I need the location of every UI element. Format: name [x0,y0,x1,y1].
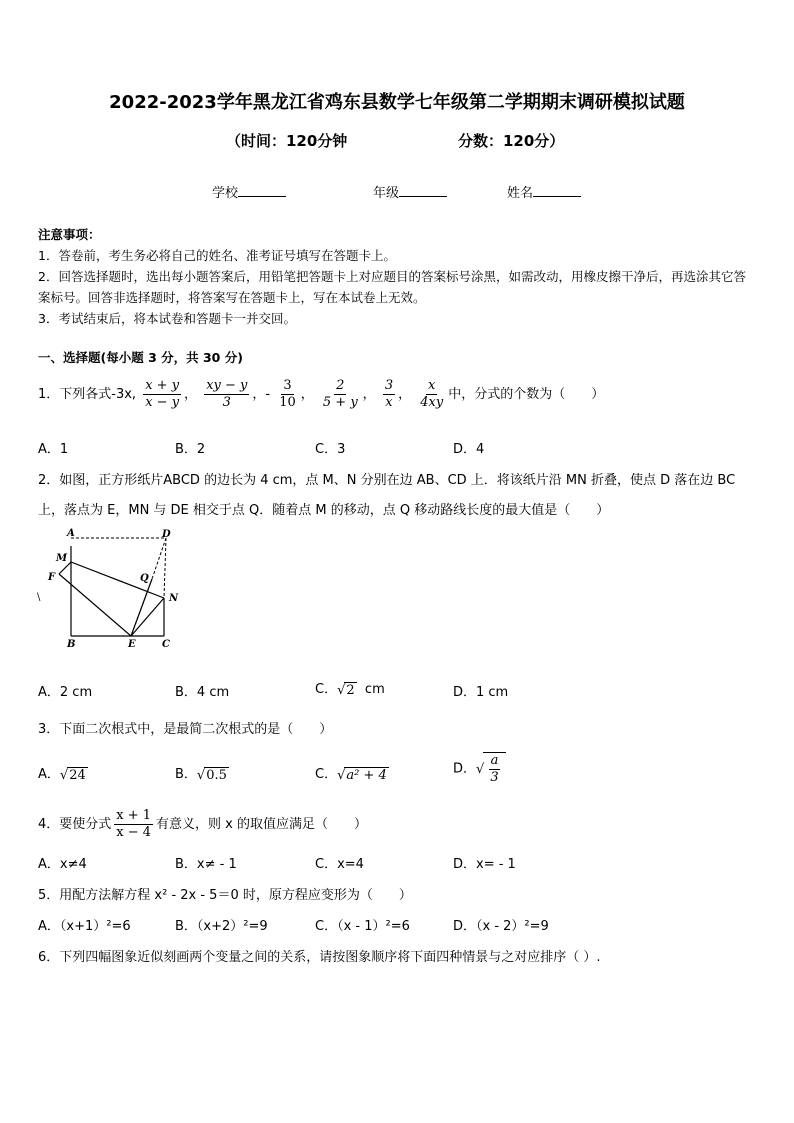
label-slash: \ [37,592,41,603]
q5-option-c: C．（x - 1）²=6 [315,919,410,934]
q3-option-a: A．√24 [38,767,86,783]
q2-option-b: B．4 cm [175,685,230,700]
q4-option-c: C．x=4 [315,857,364,872]
q2-option-c: C．√2 cm [315,682,385,698]
q4-option-d: D．x= - 1 [453,857,516,872]
q3-option-b: B．√0.5 [175,767,227,783]
q5-option-d: D．（x - 2）²=9 [453,919,549,934]
section-heading: 一、选择题(每小题 3 分，共 30 分) [38,350,243,365]
notes-heading: 注意事项： [38,227,101,242]
label-c: C [162,639,170,650]
notes [38,224,758,329]
school-field: 学校 [212,182,286,201]
exam-score: 分数：120分） [458,132,565,150]
question-4: 4．要使分式 $\frac{x + 1}{x - 4}$ 有意义，则 x 的取值应满足（ ） [38,808,368,840]
note-item: 3．考试结束后，将本试卷和答题卡一并交回。 [38,311,296,326]
q5-option-a: A．（x+1）²=6 [38,919,131,934]
q2-option-d: D．1 cm [453,685,509,700]
q5-option-b: B．（x+2）²=9 [175,919,268,934]
question-5: 5．用配方法解方程 x² - 2x - 5＝0 时，原方程应变形为（ ） [38,888,412,903]
q4-option-b: B．x≠ - 1 [175,857,237,872]
q1-option-c: C．3 [315,442,346,457]
question-2-line-2: 上，落点为 E，MN 与 DE 相交于点 Q．随着点 M 的移动，点 Q 移动路线长度的最大值是（ ） [38,503,610,518]
fold-square-figure [34,528,184,652]
note-item: 1．答卷前，考生务必将自己的姓名、准考证号填写在答题卡上。 [38,248,396,263]
label-n: N [169,593,179,604]
q1-option-d: D．4 [453,442,485,457]
label-d: D [162,529,171,540]
note-item: 2．回答选择题时，选出每小题答案后，用铅笔把答题卡上对应题目的答案标号涂黑，如需改动，用橡皮擦干净后，再选涂其它答案标号。回答非选择题时，将答案写在答题卡上，写在本试卷上无效。 [38,269,746,305]
exam-time: （时间：120分钟 [226,132,348,150]
label-f: F [48,572,56,583]
question-6: 6．下列四幅图象近似刻画两个变量之间的关系，请按图象顺序将下面四种情景与之对应排序（ ）. [38,950,601,965]
label-q: Q [140,573,149,584]
page-title: 2022-2023学年黑龙江省鸡东县数学七年级第二学期期末调研模拟试题 [109,92,685,113]
q3-option-d: D．√ $\frac{a}{3}$ [453,752,506,786]
label-e: E [128,639,136,650]
q1-option-a: A．1 [38,442,69,457]
label-m: M [56,553,68,564]
q2-option-a: A．2 cm [38,685,93,700]
grade-field: 年级 [373,182,447,201]
q1-option-b: B．2 [175,442,206,457]
question-2-line-1: 2．如图，正方形纸片ABCD 的边长为 4 cm，点 M、N 分别在边 AB、CD 上．将该纸片沿 MN 折叠，使点 D 落在边 BC [38,473,736,488]
name-field: 姓名 [507,182,581,201]
label-a: A [67,528,75,539]
q3-option-c: C．√a² + 4 [315,767,387,783]
question-1: 1．下列各式-3x, $\frac{x + y}{x - y}$ ， $\frac{xy - y}{3}$ ，- $\frac{3}{10}$ ， $\frac{2}{5 + y}$ ， $\frac{3}{x}$ ， $\frac{x}{4xy}$ 中，分式的个数为（ ） [38,378,605,410]
label-b: B [67,639,76,650]
question-3: 3．下面二次根式中，是最简二次根式的是（ ） [38,722,333,737]
q4-option-a: A．x≠4 [38,857,87,872]
